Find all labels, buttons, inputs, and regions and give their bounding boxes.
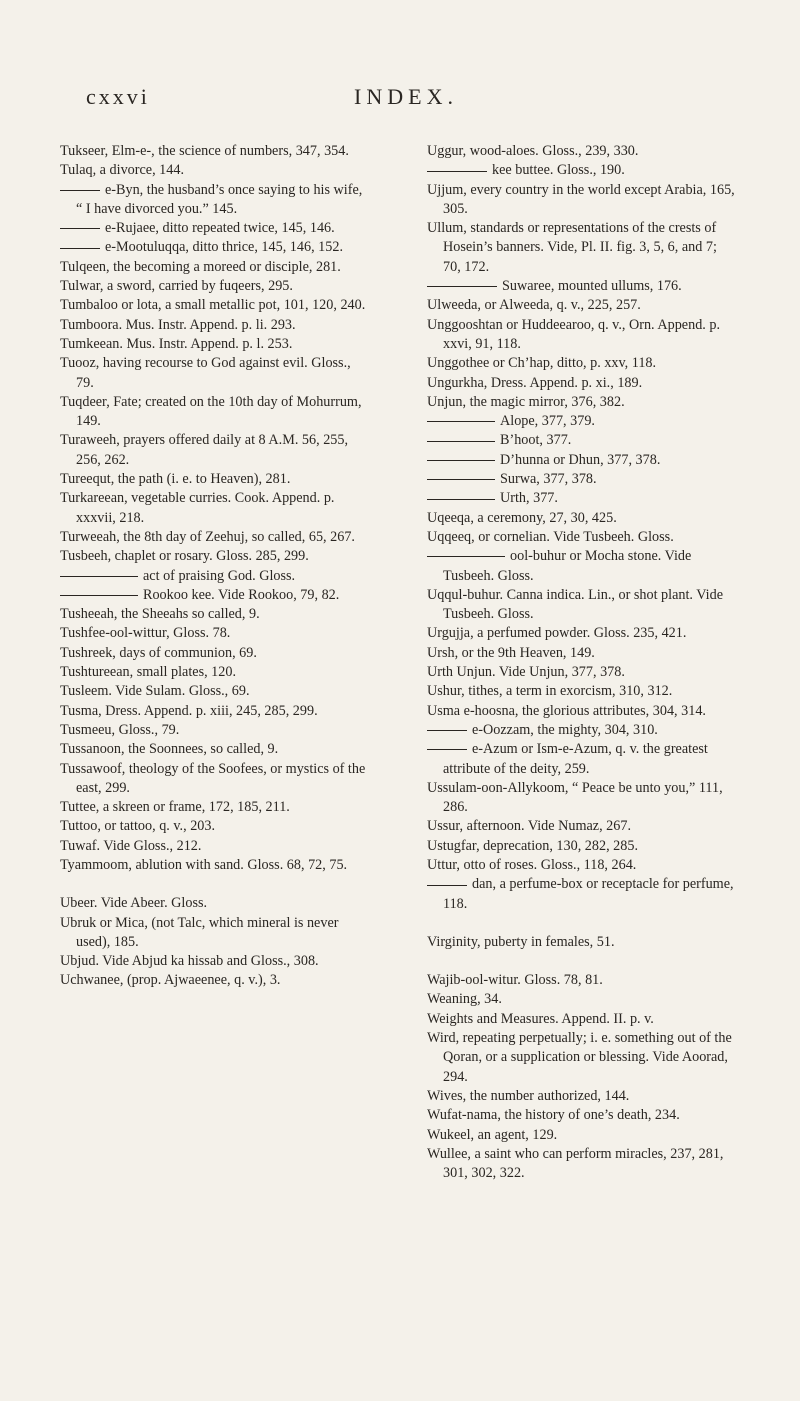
index-subentry	[443, 277, 737, 296]
index-entry	[60, 682, 370, 701]
index-entry	[427, 374, 737, 393]
entry-text: Tuttoo, or tattoo, q. v., 203.	[60, 818, 216, 835]
index-entry	[427, 219, 737, 277]
entry-text: Ullum, standards or representations of the crests of Hosein’s banners. Vide, Pl. II. fig. 3, 5, 6, and 7; 70, 172.	[427, 220, 717, 275]
entry-text: Virginity, puberty in females, 51.	[427, 933, 615, 950]
section-gap	[427, 914, 737, 933]
entry-text: Turweeah, the 8th day of Zeehuj, so called, 65, 267.	[60, 528, 355, 545]
ditto-rule	[60, 248, 100, 249]
page-number: cxxvi	[86, 84, 150, 109]
entry-text: Tusmeeu, Gloss., 79.	[60, 721, 180, 738]
entry-text: Tushreek, days of communion, 69.	[60, 644, 257, 661]
index-entry	[427, 1126, 737, 1145]
entry-text: Wajib-ool-witur. Gloss. 78, 81.	[427, 972, 603, 989]
index-entry	[60, 856, 370, 875]
index-entry	[427, 142, 737, 161]
page-title: INDEX.	[354, 84, 458, 109]
entry-text: Uchwanee, (prop. Ajwaeenee, q. v.), 3.	[60, 972, 281, 989]
entry-text: Tusma, Dress. Append. p. xiii, 245, 285, 299.	[60, 702, 318, 719]
index-entry	[427, 702, 737, 721]
ditto-rule	[427, 171, 487, 172]
index-entry	[427, 933, 737, 952]
index-entry	[427, 1145, 737, 1184]
index-entry	[60, 971, 370, 990]
index-entry	[60, 721, 370, 740]
entry-text: Uggur, wood-aloes. Gloss., 239, 330.	[427, 143, 639, 159]
entry-text: Ulweeda, or Alweeda, q. v., 225, 257.	[427, 297, 641, 314]
entry-text: Tumbaloo or lota, a small metallic pot, 101, 120, 240.	[60, 297, 366, 314]
index-entry	[427, 856, 737, 875]
entry-text: Tusbeeh, chaplet or rosary. Gloss. 285, 299.	[60, 548, 309, 565]
entry-text: Unjun, the magic mirror, 376, 382.	[427, 393, 625, 410]
entry-text: Tulqeen, the becoming a moreed or disciple, 281.	[60, 258, 341, 275]
ditto-rule	[427, 441, 495, 442]
index-subentry	[443, 470, 737, 489]
index-entry	[60, 489, 370, 528]
index-entry	[60, 470, 370, 489]
ditto-rule	[427, 421, 495, 422]
entry-text: Ujjum, every country in the world except Arabia, 165, 305.	[427, 181, 735, 217]
index-entry	[60, 142, 370, 161]
index-entry	[427, 644, 737, 663]
ditto-rule	[427, 460, 495, 461]
index-entry	[427, 1106, 737, 1125]
index-entry	[60, 702, 370, 721]
entry-text: Ungurkha, Dress. Append. p. xi., 189.	[427, 374, 643, 391]
entry-text: Unggothee or Ch’hap, ditto, p. xxv, 118.	[427, 355, 657, 372]
index-entry	[60, 547, 370, 566]
entry-text: Weaning, 34.	[427, 991, 502, 1008]
index-subentry	[443, 161, 737, 180]
entry-text: Ubeer. Vide Abeer. Gloss.	[60, 895, 208, 912]
section-gap	[60, 875, 370, 894]
entry-text: Tusleem. Vide Sulam. Gloss., 69.	[60, 683, 250, 700]
index-entry	[60, 817, 370, 836]
entry-text: Uqqul-buhur. Canna indica. Lin., or shot plant. Vide Tusbeeh. Gloss.	[427, 586, 723, 623]
entry-text: Tuwaf. Vide Gloss., 212.	[60, 837, 202, 854]
index-entry	[60, 161, 370, 180]
index-entry	[427, 509, 737, 528]
entry-text: Tussawoof, theology of the Soofees, or mystics of the east, 299.	[60, 760, 366, 796]
index-entry	[427, 682, 737, 701]
ditto-rule	[427, 885, 467, 886]
entry-text: Tureequt, the path (i. e. to Heaven), 281.	[60, 471, 291, 488]
entry-text: B’hoot, 377.	[500, 432, 572, 449]
index-entry	[427, 837, 737, 856]
entry-text: Tusheeah, the Sheeahs so called, 9.	[60, 606, 260, 623]
entry-text: Wukeel, an agent, 129.	[427, 1126, 558, 1143]
entry-text: Usma e-hoosna, the glorious attributes, 304, 314.	[427, 702, 706, 719]
index-entry	[427, 586, 737, 625]
entry-text: e-Azum or Ism-e-Azum, q. v. the greatest attribute of the deity, 259.	[443, 741, 708, 777]
entry-text: ool-buhur or Mocha stone. Vide Tusbeeh. Gloss.	[443, 548, 692, 584]
entry-text: act of praising God. Gloss.	[143, 567, 296, 584]
entry-text: Tyammoom, ablution with sand. Gloss. 68, 72, 75.	[60, 856, 348, 873]
entry-text: Tumkeean. Mus. Instr. Append. p. l. 253.	[60, 335, 293, 352]
entry-text: Ussulam-oon-Allykoom, “ Peace be unto you,” 111, 286.	[427, 779, 723, 816]
entry-text: Surwa, 377, 378.	[500, 471, 597, 488]
page-header	[86, 84, 726, 114]
ditto-rule	[60, 190, 100, 191]
index-entry	[60, 952, 370, 971]
ditto-rule	[427, 556, 505, 557]
entry-text: Uqqeeq, or cornelian. Vide Tusbeeh. Gloss.	[427, 528, 674, 545]
entry-text: D’hunna or Dhun, 377, 378.	[500, 451, 661, 468]
entry-text: Urgujja, a perfumed powder. Gloss. 235, 421.	[427, 625, 687, 642]
index-entry	[427, 296, 737, 315]
index-subentry	[76, 181, 370, 220]
index-entry	[60, 624, 370, 643]
index-entry	[60, 258, 370, 277]
entry-text: Tushtureean, small plates, 120.	[60, 664, 237, 681]
ditto-rule	[427, 730, 467, 731]
ditto-rule	[427, 499, 495, 500]
index-entry	[60, 605, 370, 624]
entry-text: Ussur, afternoon. Vide Numaz, 267.	[427, 818, 631, 835]
index-entry	[60, 528, 370, 547]
entry-text: Ubjud. Vide Abjud ka hissab and Gloss., 308.	[60, 953, 319, 970]
entry-text: Turaweeh, prayers offered daily at 8 A.M. 56, 255, 256, 262.	[60, 432, 349, 468]
entry-text: Uqeeqa, a ceremony, 27, 30, 425.	[427, 509, 617, 526]
index-entry	[60, 644, 370, 663]
index-entry	[60, 894, 370, 913]
entry-text: Urth Unjun. Vide Unjun, 377, 378.	[427, 664, 625, 681]
entry-text: Tuttee, a skreen or frame, 172, 185, 211.	[60, 799, 290, 816]
entry-text: e-Rujaee, ditto repeated twice, 145, 146.	[105, 220, 335, 237]
entry-text: Suwaree, mounted ullums, 176.	[502, 278, 682, 295]
entry-text: Tulaq, a divorce, 144.	[60, 162, 184, 179]
entry-text: Urth, 377.	[500, 490, 558, 507]
entry-text: e-Byn, the husband’s once saying to his wife, “ I have divorced you.” 145.	[76, 181, 363, 217]
ditto-rule	[427, 286, 497, 287]
index-entry	[427, 1087, 737, 1106]
right-column	[427, 142, 737, 1183]
left-column	[60, 142, 370, 991]
index-entry	[427, 971, 737, 990]
index-subentry	[76, 238, 370, 257]
entry-text: Wird, repeating perpetually; i. e. something out of the Qoran, or a supplication or blessing. Vide Aoorad, 294.	[427, 1030, 732, 1085]
entry-text: Tuooz, having recourse to God against evil. Gloss., 79.	[60, 355, 351, 391]
index-entry	[60, 431, 370, 470]
index-entry	[60, 760, 370, 799]
index-entry	[60, 740, 370, 759]
index-entry	[60, 277, 370, 296]
entry-text: Ubruk or Mica, (not Talc, which mineral is never used), 185.	[60, 914, 339, 950]
entry-text: Rookoo kee. Vide Rookoo, 79, 82.	[143, 586, 340, 603]
index-entry	[427, 1029, 737, 1087]
index-entry	[427, 990, 737, 1009]
index-entry	[427, 779, 737, 818]
index-entry	[60, 296, 370, 315]
index-entry	[60, 393, 370, 432]
entry-text: Ustugfar, deprecation, 130, 282, 285.	[427, 837, 639, 854]
section-gap	[427, 952, 737, 971]
index-entry	[427, 316, 737, 355]
entry-text: dan, a perfume-box or receptacle for perfume, 118.	[443, 876, 734, 912]
index-subentry	[76, 219, 370, 238]
index-subentry	[443, 431, 737, 450]
index-subentry	[443, 489, 737, 508]
index-entry	[427, 817, 737, 836]
index-entry	[60, 914, 370, 953]
entry-text: Wives, the number authorized, 144.	[427, 1087, 630, 1104]
index-entry	[60, 316, 370, 335]
index-entry	[427, 181, 737, 220]
entry-text: Wufat-nama, the history of one’s death, 234.	[427, 1107, 680, 1124]
index-entry	[427, 1010, 737, 1029]
index-subentry	[76, 586, 370, 605]
ditto-rule	[60, 228, 100, 229]
index-entry	[427, 624, 737, 643]
index-entry	[427, 393, 737, 412]
entry-text: Unggooshtan or Huddeearoo, q. v., Orn. Append. p. xxvi, 91, 118.	[427, 316, 721, 352]
index-entry	[60, 354, 370, 393]
entry-text: kee buttee. Gloss., 190.	[492, 162, 625, 179]
ditto-rule	[60, 595, 138, 596]
entry-text: Weights and Measures. Append. II. p. v.	[427, 1010, 654, 1027]
entry-text: Uttur, otto of roses. Gloss., 118, 264.	[427, 856, 637, 873]
index-entry	[60, 798, 370, 817]
entry-text: Ushur, tithes, a term in exorcism, 310, 312.	[427, 683, 673, 700]
index-subentry	[443, 721, 737, 740]
entry-text: Ursh, or the 9th Heaven, 149.	[427, 644, 595, 661]
entry-text: e-Oozzam, the mighty, 304, 310.	[472, 721, 658, 738]
index-entry	[427, 663, 737, 682]
entry-text: Tukseer, Elm-e-, the science of numbers, 347, 354.	[60, 143, 349, 159]
index-entry	[427, 354, 737, 373]
entry-text: Alope, 377, 379.	[500, 413, 595, 430]
index-subentry	[443, 547, 737, 586]
index-entry	[60, 335, 370, 354]
index-entry	[427, 528, 737, 547]
entry-text: Turkareean, vegetable curries. Cook. Append. p. xxxvii, 218.	[60, 490, 335, 526]
index-subentry	[443, 740, 737, 779]
ditto-rule	[427, 749, 467, 750]
ditto-rule	[60, 576, 138, 577]
entry-text: Tumboora. Mus. Instr. Append. p. li. 293.	[60, 316, 296, 333]
index-subentry	[443, 412, 737, 431]
entry-text: e-Mootuluqqa, ditto thrice, 145, 146, 152.	[105, 239, 344, 256]
index-subentry	[443, 875, 737, 914]
entry-text: Tussanoon, the Soonnees, so called, 9.	[60, 741, 279, 758]
index-entry	[60, 663, 370, 682]
index-subentry	[76, 567, 370, 586]
entry-text: Wullee, a saint who can perform miracles, 237, 281, 301, 302, 322.	[427, 1145, 724, 1182]
entry-text: Tushfee-ool-wittur, Gloss. 78.	[60, 625, 231, 642]
index-entry	[60, 837, 370, 856]
entry-text: Tulwar, a sword, carried by fuqeers, 295.	[60, 278, 293, 295]
index-subentry	[443, 451, 737, 470]
entry-text: Tuqdeer, Fate; created on the 10th day of Mohurrum, 149.	[60, 393, 362, 430]
ditto-rule	[427, 479, 495, 480]
